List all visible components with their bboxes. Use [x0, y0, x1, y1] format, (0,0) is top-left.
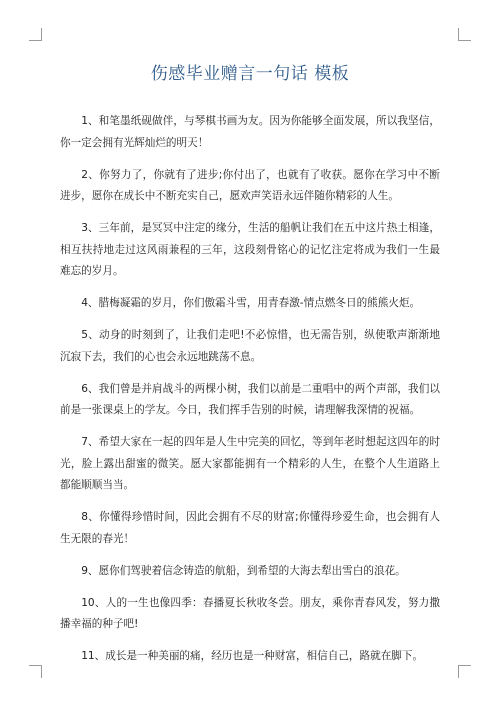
crop-mark-top-left — [29, 28, 42, 41]
paragraph-5: 5、动身的时刻到了，让我们走吧!不必惊惜，也无需告别，纵使歌声渐渐地沉寂下去，我们的心也会永远地跳荡不息。 — [60, 329, 440, 363]
paragraph-7: 7、希望大家在一起的四年是人生中完美的回忆，等到年老时想起这四年的时光，脸上露出甜蜜的微笑。愿大家都能拥有一个精彩的人生，在整个人生道路上都能顺顺当当。 — [60, 436, 440, 491]
paragraph-8: 8、你懂得珍惜时间，因此会拥有不尽的财富;你懂得珍爱生命，也会拥有人生无限的春光！ — [60, 511, 440, 545]
paragraph-9: 9、愿你们驾驶着信念铸造的航船，到希望的大海去犁出雪白的浪花。 — [81, 564, 406, 577]
paragraph-6: 6、我们曾是并肩战斗的两棵小树，我们以前是二重唱中的两个声部，我们以前是一张课桌上的学友。今日，我们挥手告别的时候，请理解我深情的祝福。 — [60, 382, 440, 416]
document-title: 伤感毕业赠言一句话 模板 — [150, 64, 350, 84]
crop-mark-top-right — [458, 28, 471, 41]
crop-mark-bottom-left — [29, 665, 42, 678]
crop-mark-bottom-right — [458, 665, 471, 678]
paragraph-10: 10、人的一生也像四季：春播夏长秋收冬尝。朋友，乘你青春风发，努力撒播幸福的种子吧! — [60, 596, 440, 630]
document-body — [60, 111, 440, 678]
paragraph-1: 1、和笔墨纸砚做伴，与琴棋书画为友。因为你能够全面发展，所以我坚信，你一定会拥有光辉灿烂的明天！ — [60, 115, 440, 149]
paragraph-2: 2、你努力了，你就有了进步;你付出了，也就有了收获。愿你在学习中不断进步，愿你在成长中不断充实自己，愿欢声笑语永远伴随你精彩的人生。 — [60, 168, 440, 202]
paragraph-11: 11、成长是一种美丽的痛，经历也是一种财富，相信自己，路就在脚下。 — [81, 650, 424, 662]
paragraph-4: 4、腊梅凝霜的岁月，你们傲霜斗雪，用青春激-情点燃冬日的熊熊火炬。 — [81, 297, 421, 309]
paragraph-3: 3、三年前，是冥冥中注定的缘分，生活的船帆让我们在五中这片热土相逢，相互扶持地走过这风雨兼程的三年，这段刻骨铭心的记忆注定将成为我们一生最难忘的岁月。 — [60, 222, 440, 277]
